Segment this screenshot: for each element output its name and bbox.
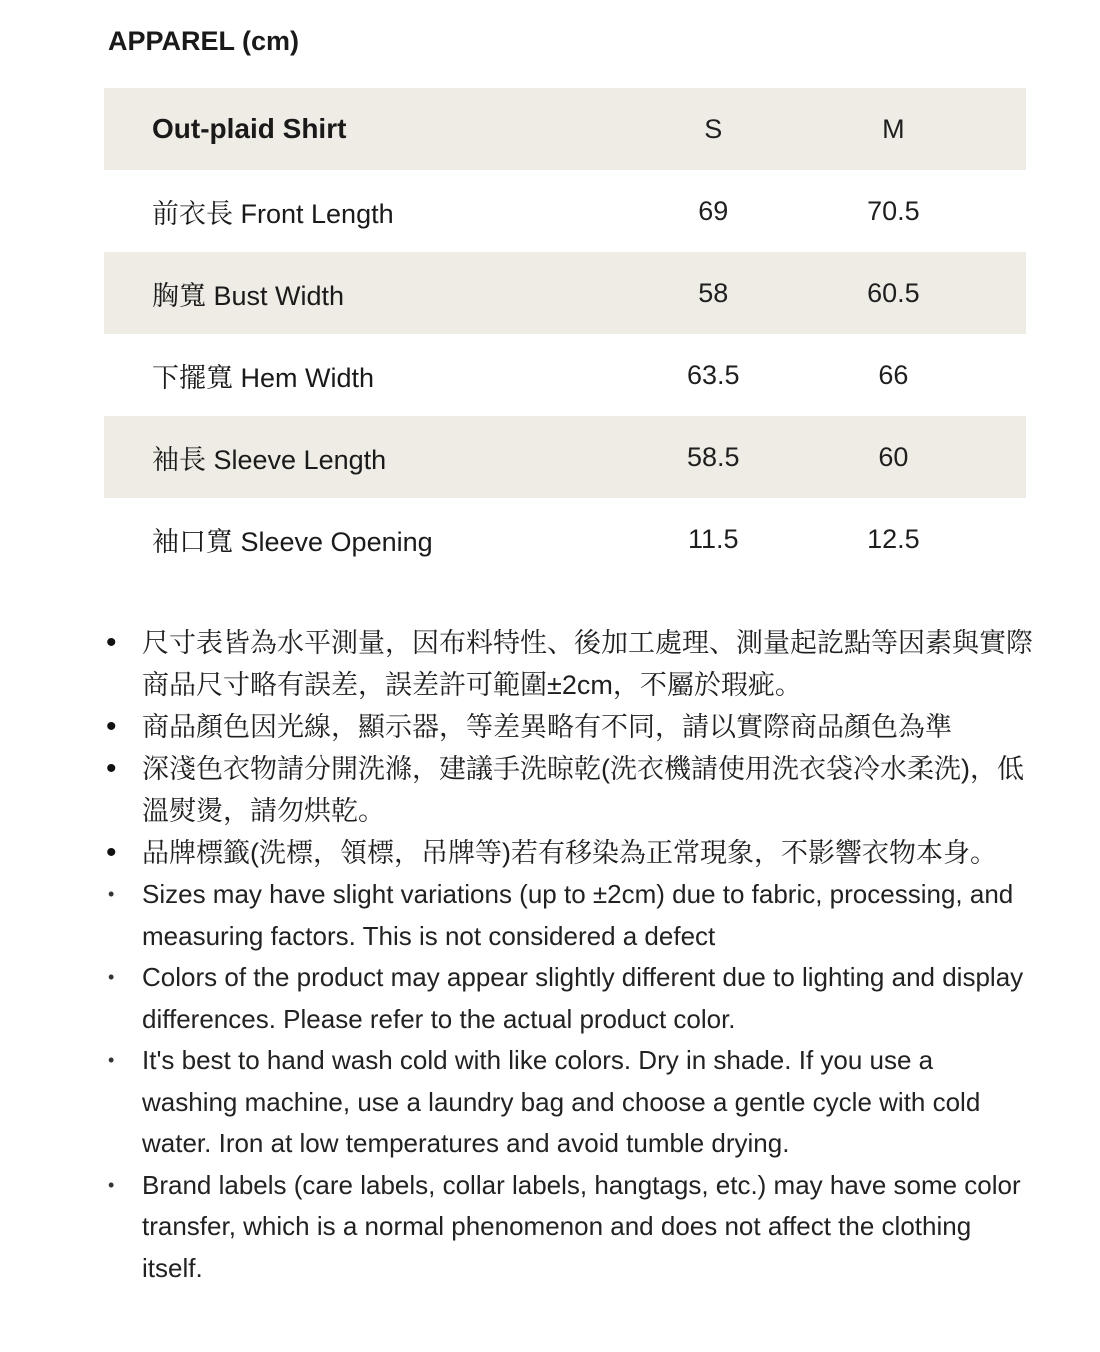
size-s-value: 11.5	[687, 523, 739, 554]
size-header-s: S	[704, 113, 723, 144]
size-m-value: 12.5	[867, 523, 920, 554]
note-zh-item: • 品牌標籤(洗標，領標，吊牌等)若有移染為正常現象，不影響衣物本身。	[104, 832, 1034, 874]
table-row	[104, 498, 1026, 580]
note-zh-item: • 商品顏色因光線，顯示器，等差異略有不同，請以實際商品顏色為準	[104, 706, 1034, 748]
table-row	[104, 170, 1026, 252]
row-label: 袖口寬 Sleeve Opening	[152, 526, 433, 557]
section-title: APPAREL (cm)	[108, 26, 300, 56]
size-m-value: 60.5	[867, 277, 920, 308]
table-row	[104, 252, 1026, 334]
note-zh-item: • 深淺色衣物請分開洗滌，建議手洗晾乾(洗衣機請使用洗衣袋冷水柔洗)，低溫熨燙，請勿烘乾。	[104, 748, 1034, 832]
size-s-value: 58	[698, 277, 729, 308]
size-header-m: M	[882, 113, 905, 144]
product-name: Out-plaid Shirt	[152, 113, 347, 144]
table-row	[104, 416, 1026, 498]
row-label: 前衣長 Front Length	[152, 198, 394, 229]
note-zh-item: • 尺寸表皆為水平測量，因布料特性、後加工處理、測量起訖點等因素與實際商品尺寸略有誤差，誤差許可範圍±2cm，不屬於瑕疵。	[104, 622, 1034, 706]
table-row	[104, 334, 1026, 416]
size-m-value: 66	[878, 359, 909, 390]
row-label: 胸寬 Bust Width	[152, 280, 345, 311]
size-s-value: 63.5	[686, 359, 740, 390]
row-label: 下擺寬 Hem Width	[152, 362, 375, 393]
care-notes-list	[104, 622, 1034, 1289]
size-m-value: 70.5	[867, 195, 920, 226]
size-chart-table	[104, 88, 1026, 580]
note-en-item: • It's best to hand wash cold with like colors. Dry in shade. If you use a washing machine, use a laundry bag and choose a gentle cycle with cold water. Iron at low temperatures and avoid tumble drying.	[104, 1040, 1034, 1165]
size-s-value: 69	[698, 195, 729, 226]
size-s-value: 58.5	[686, 441, 740, 472]
size-m-value: 60	[878, 441, 909, 472]
row-label: 袖長 Sleeve Length	[152, 444, 387, 475]
note-en-item: • Brand labels (care labels, collar labels, hangtags, etc.) may have some color transfer, which is a normal phenomenon and does not affect the clothing itself.	[104, 1165, 1034, 1290]
note-en-item: • Colors of the product may appear slightly different due to lighting and display differences. Please refer to the actual product color.	[104, 957, 1034, 1040]
table-header-row	[104, 88, 1026, 170]
note-en-item: • Sizes may have slight variations (up to ±2cm) due to fabric, processing, and measuring factors. This is not considered a defect	[104, 874, 1034, 957]
